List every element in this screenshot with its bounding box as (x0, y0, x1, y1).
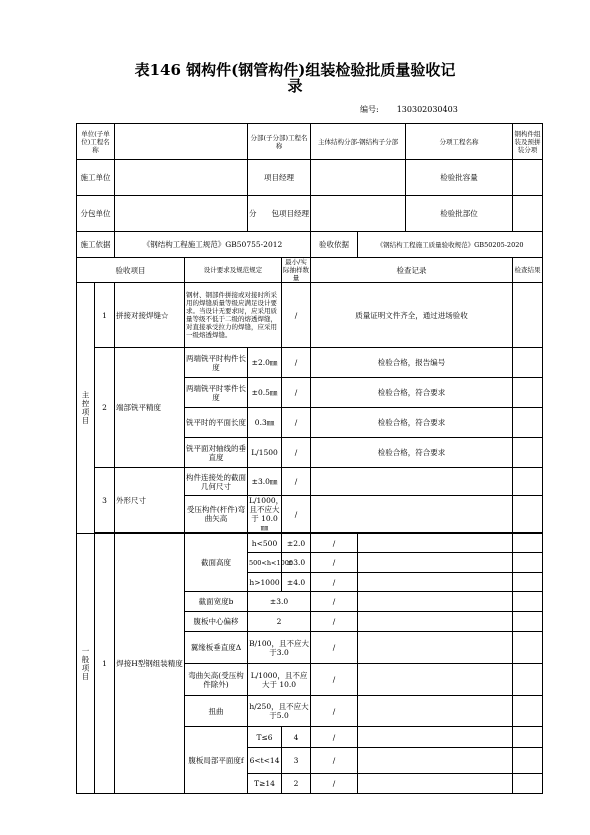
general-result[interactable] (513, 632, 543, 664)
unit-name-label: 单位(子单位)工程名称 (77, 124, 115, 160)
general-sub: 翼缘板垂直度Δ (185, 632, 248, 664)
general-result[interactable] (513, 774, 543, 794)
general-record[interactable] (358, 573, 513, 592)
subcontract-value[interactable] (115, 196, 248, 232)
main-item3-req: ±3.0㎜ (248, 468, 282, 496)
general-record[interactable] (358, 774, 513, 794)
main-item2-req: ±0.5㎜ (248, 378, 282, 408)
section-height-val: ±4.0 (282, 573, 311, 592)
main-item2-sample: / (282, 348, 311, 378)
section-height-sample: / (311, 534, 358, 553)
general-sub: 弯曲矢高(受压构件除外) (185, 664, 248, 696)
main-item3-no: 3 (95, 468, 115, 533)
subcontract-pm-value[interactable] (311, 196, 406, 232)
web-flatness-sample: / (311, 727, 358, 748)
general-item1-no: 1 (95, 534, 115, 794)
main-item2-sub: 两端铣平时零件长度 (185, 378, 248, 408)
constructor-label: 施工单位 (77, 160, 115, 196)
general-sample: / (311, 612, 358, 632)
general-result[interactable] (513, 664, 543, 696)
web-flatness-sample: / (311, 774, 358, 794)
main-item3-req: L/1000，且不应大于 10.0㎜ (249, 496, 284, 532)
document-code (360, 104, 476, 115)
basis-value: 《钢结构工程施工规范》GB50755-2012 (115, 232, 311, 258)
code-label: 编号: (360, 105, 379, 114)
general-req: B/100，且不应大于3.0 (248, 632, 311, 664)
main-item2-sample: / (282, 438, 311, 468)
section-height-cond: 500<h<1000 (248, 553, 282, 573)
web-flatness-val: 2 (282, 774, 311, 794)
general-req: ±3.0 (248, 592, 311, 612)
main-item3-record[interactable] (311, 496, 513, 533)
main-item2-result[interactable] (513, 438, 543, 468)
constructor-value[interactable] (115, 160, 248, 196)
general-record[interactable] (358, 664, 513, 696)
subunit-name-label: 分部(子分部)工程名称 (248, 124, 311, 160)
general-result[interactable] (513, 592, 543, 612)
general-result[interactable] (513, 573, 543, 592)
col-design-header: 设计要求及规范规定 (185, 258, 282, 283)
general-req: 2 (248, 612, 311, 632)
web-flatness-label: 腹板局部平面度f (185, 727, 248, 794)
web-flatness-cond: 6<t<14 (248, 748, 282, 774)
batch-part-value[interactable] (513, 196, 543, 232)
subitem-name-label: 分项工程名称 (406, 124, 513, 160)
general-sub: 腹板中心偏移 (185, 612, 248, 632)
main-struct-value: 主体结构分部-钢结构子分部 (311, 124, 406, 160)
general-result[interactable] (513, 727, 543, 748)
main-item3-name: 外形尺寸 (115, 468, 185, 533)
acceptance-table (76, 123, 543, 794)
main-item2-result[interactable] (513, 348, 543, 378)
general-record[interactable] (358, 592, 513, 612)
acceptance-basis-value: 《钢结构工程施工质量验收规范》GB50205-2020 (358, 232, 543, 258)
general-sample: / (311, 632, 358, 664)
general-item1-name: 焊接H型钢组装精度 (115, 534, 185, 794)
main-item1-sample: / (282, 283, 311, 348)
document-title (0, 62, 590, 94)
general-record[interactable] (358, 632, 513, 664)
main-item2-name: 端部铣平精度 (115, 348, 185, 468)
general-group-label: 一般项目 (77, 534, 95, 794)
main-item1-result[interactable] (513, 283, 543, 348)
col-sample-header: 最小/实际抽样数量 (283, 258, 310, 282)
main-item1-req: 钢材、钢部件拼接或对接时所采用的焊缝质量等级应满足设计要求。当设计无要求时，应采用质量等级不低于二级的熔透焊缝，对直接承受拉力的焊缝，应采用一级熔透焊缝。 (185, 283, 282, 348)
general-result[interactable] (513, 534, 543, 553)
main-item2-req: 0.3㎜ (248, 408, 282, 438)
web-flatness-cond: T≤6 (248, 727, 282, 748)
general-record[interactable] (358, 748, 513, 774)
main-item3-result[interactable] (513, 468, 543, 496)
general-sample: / (311, 664, 358, 696)
section-height-cond: h>1000 (248, 573, 282, 592)
main-group-label: 主控项目 (77, 283, 95, 534)
general-req: L/1000，且不应大于 10.0 (248, 664, 311, 696)
main-item1-record: 质量证明文件齐全，通过进场验收 (311, 283, 513, 348)
general-record[interactable] (358, 534, 513, 553)
unit-name-value[interactable] (115, 124, 248, 160)
section-height-sample: / (311, 553, 358, 573)
general-sample: / (311, 592, 358, 612)
general-result[interactable] (513, 696, 543, 727)
general-record[interactable] (358, 553, 513, 573)
section-height-val: ±3.0 (282, 553, 311, 573)
general-result[interactable] (513, 748, 543, 774)
general-result[interactable] (513, 553, 543, 573)
title-line-1: 表146 钢构件(钢管构件)组装检验批质量验收记 (134, 61, 456, 79)
general-record[interactable] (358, 727, 513, 748)
main-item2-record: 检验合格，符合要求 (311, 408, 513, 438)
basis-label: 施工依据 (77, 232, 115, 258)
acceptance-basis-label: 验收依据 (311, 232, 358, 258)
main-item2-sub: 铣平时的平面长度 (185, 408, 248, 438)
main-item2-sample: / (282, 378, 311, 408)
subitem-name-value: 钢构件组装及预拼装分项 (513, 124, 543, 160)
web-flatness-cond: T≥14 (248, 774, 282, 794)
col-result-header: 检查结果 (513, 258, 543, 283)
main-item3-sub: 构件连接处的截面几何尺寸 (185, 468, 248, 496)
title-line-2: 录 (287, 77, 303, 95)
main-item3-result[interactable] (513, 496, 543, 533)
main-item3-sample: / (282, 468, 311, 496)
subcontract-label: 分包单位 (77, 196, 115, 232)
general-result[interactable] (513, 612, 543, 632)
main-item3-record[interactable] (311, 468, 513, 496)
main-item2-record: 检验合格，符合要求 (311, 438, 513, 468)
pm-label: 项目经理 (248, 160, 311, 196)
main-item1-no: 1 (95, 283, 115, 348)
main-item2-result[interactable] (513, 378, 543, 408)
main-item2-sample: / (282, 408, 311, 438)
main-item3-sub: 受压构件(杆件)弯曲矢高 (185, 496, 248, 533)
general-record[interactable] (358, 612, 513, 632)
general-req: h/250，且不应大于5.0 (248, 696, 311, 727)
main-item2-record: 检验合格，报告编号 (311, 348, 513, 378)
batch-capacity-value[interactable] (513, 160, 543, 196)
main-item2-result[interactable] (513, 408, 543, 438)
main-item2-sub: 两端铣平时构件长度 (185, 348, 248, 378)
main-item2-sub: 铣平面对轴线的垂直度 (185, 438, 248, 468)
code-value: 130302030403 (396, 105, 458, 114)
subcontract-pm-label: 分 包项目经理 (248, 196, 311, 232)
main-item2-record: 检验合格，符合要求 (311, 378, 513, 408)
section-height-sample: / (311, 573, 358, 592)
web-flatness-sample: / (311, 748, 358, 774)
general-sub: 扭曲 (185, 696, 248, 727)
general-sub: 截面宽度b (185, 592, 248, 612)
col-item-header: 验收项目 (77, 258, 185, 283)
main-item1-name: 拼接对接焊缝☆ (115, 283, 185, 348)
batch-part-label: 检验批部位 (406, 196, 513, 232)
general-record[interactable] (358, 696, 513, 727)
section-height-cond: h<500 (248, 534, 282, 553)
main-item2-req: ±2.0㎜ (248, 348, 282, 378)
section-height-label: 截面高度 (185, 534, 248, 592)
general-sample: / (311, 696, 358, 727)
col-record-header: 检查记录 (311, 258, 513, 283)
main-item3-sample: / (282, 496, 311, 533)
main-item2-req: L/1500 (248, 438, 282, 468)
pm-value[interactable] (311, 160, 406, 196)
section-height-val: ±2.0 (282, 534, 311, 553)
web-flatness-val: 4 (282, 727, 311, 748)
main-item2-no: 2 (95, 348, 115, 468)
web-flatness-val: 3 (282, 748, 311, 774)
batch-capacity-label: 检验批容量 (406, 160, 513, 196)
